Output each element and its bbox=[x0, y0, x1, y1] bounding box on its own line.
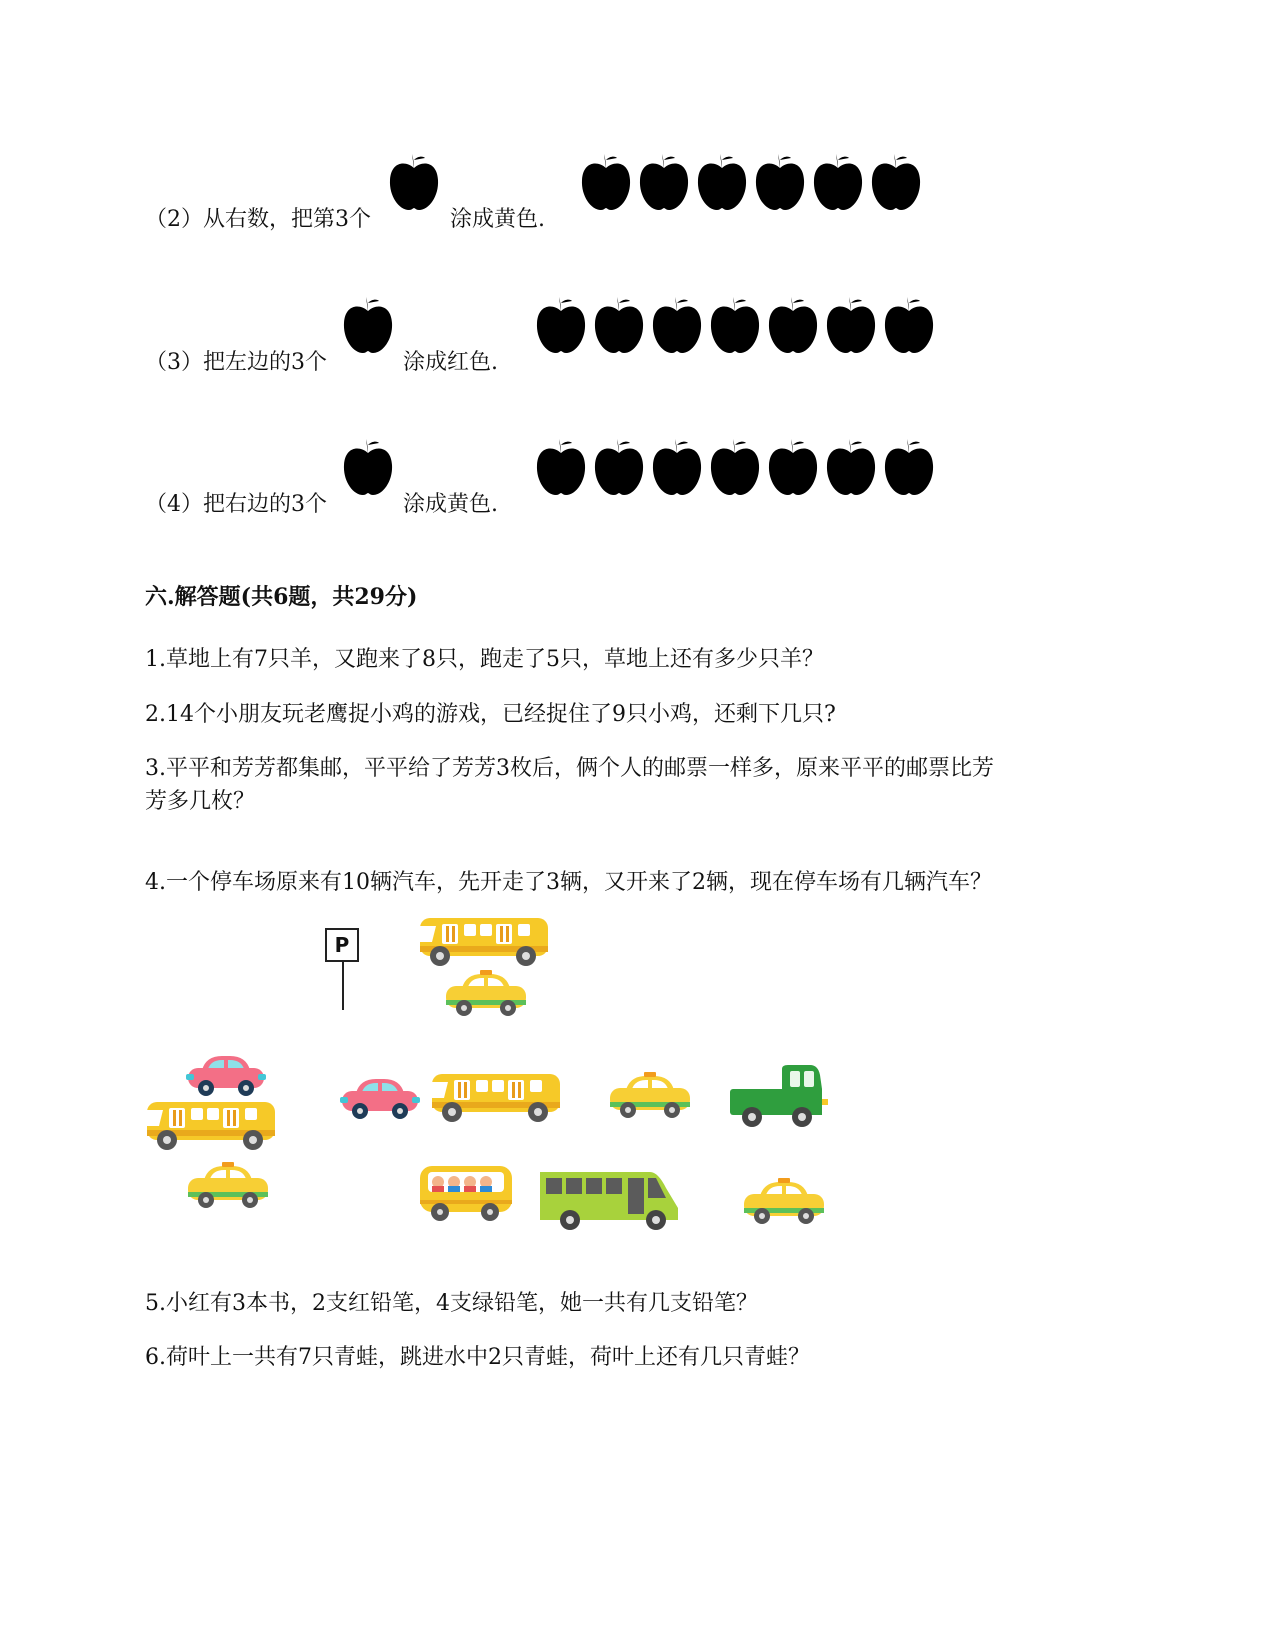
question-5: 5.小红有3本书，2支红铅笔，4支绿铅笔，她一共有几支铅笔？ bbox=[145, 1291, 758, 1316]
apple-icon bbox=[385, 150, 443, 216]
question-4: 4.一个停车场原来有10辆汽车，先开走了3辆，又开来了2辆，现在停车场有几辆汽车？ bbox=[145, 870, 992, 895]
apple-icon[interactable] bbox=[751, 150, 809, 216]
apple-icon[interactable] bbox=[880, 293, 938, 359]
parking-sign-board: P bbox=[325, 928, 359, 962]
school-bus-icon bbox=[418, 1162, 514, 1224]
lime-bus-icon bbox=[538, 1168, 682, 1232]
pink-car-icon bbox=[340, 1075, 420, 1121]
apple-icon[interactable] bbox=[532, 293, 590, 359]
apple-icon[interactable] bbox=[635, 150, 693, 216]
apple-icon bbox=[339, 435, 397, 501]
apple-icon[interactable] bbox=[648, 293, 706, 359]
parking-sign-pole bbox=[342, 962, 344, 1010]
taxi-icon bbox=[444, 970, 528, 1018]
apple-row bbox=[577, 150, 925, 216]
question-text: 涂成黄色. bbox=[403, 492, 498, 517]
pink-car-icon bbox=[186, 1052, 266, 1098]
apple-icon[interactable] bbox=[577, 150, 635, 216]
apple-icon[interactable] bbox=[764, 435, 822, 501]
apple-icon[interactable] bbox=[822, 435, 880, 501]
apple-row bbox=[532, 435, 938, 501]
yellow-bus-icon bbox=[430, 1068, 564, 1124]
taxi-icon bbox=[742, 1178, 826, 1226]
yellow-bus-icon bbox=[418, 912, 552, 968]
coloring-question-2 bbox=[145, 150, 1145, 230]
question-6: 6.荷叶上一共有7只青蛙，跳进水中2只青蛙，荷叶上还有几只青蛙？ bbox=[145, 1345, 810, 1370]
yellow-bus-icon bbox=[145, 1096, 279, 1152]
taxi-icon bbox=[608, 1072, 692, 1120]
apple-icon[interactable] bbox=[532, 435, 590, 501]
question-text: （4）把右边的3个 bbox=[145, 492, 327, 517]
green-truck-icon bbox=[730, 1063, 830, 1129]
question-text: 涂成红色. bbox=[403, 350, 498, 375]
apple-icon[interactable] bbox=[590, 293, 648, 359]
taxi-icon bbox=[186, 1162, 270, 1210]
apple-icon[interactable] bbox=[867, 150, 925, 216]
section-heading: 六.解答题(共6题，共29分) bbox=[145, 584, 418, 610]
apple-icon[interactable] bbox=[648, 435, 706, 501]
parking-sign bbox=[325, 928, 361, 1018]
apple-icon[interactable] bbox=[880, 435, 938, 501]
apple-icon[interactable] bbox=[822, 293, 880, 359]
question-text: （2）从右数，把第3个 bbox=[145, 207, 371, 232]
apple-icon[interactable] bbox=[590, 435, 648, 501]
apple-icon[interactable] bbox=[693, 150, 751, 216]
question-1: 1.草地上有7只羊，又跑来了8只，跑走了5只，草地上还有多少只羊？ bbox=[145, 647, 824, 672]
apple-icon[interactable] bbox=[809, 150, 867, 216]
apple-icon[interactable] bbox=[764, 293, 822, 359]
coloring-question-3 bbox=[145, 293, 1145, 373]
question-text: （3）把左边的3个 bbox=[145, 350, 327, 375]
apple-icon bbox=[339, 293, 397, 359]
apple-icon[interactable] bbox=[706, 293, 764, 359]
question-text: 涂成黄色. bbox=[450, 207, 545, 232]
apple-icon[interactable] bbox=[706, 435, 764, 501]
question-3-line-1: 3.平平和芳芳都集邮，平平给了芳芳3枚后，俩个人的邮票一样多，原来平平的邮票比芳 bbox=[145, 756, 994, 781]
apple-row bbox=[532, 293, 938, 359]
question-2: 2.14个小朋友玩老鹰捉小鸡的游戏，已经捉住了9只小鸡，还剩下几只? bbox=[145, 702, 836, 727]
question-3-line-2: 芳多几枚？ bbox=[145, 789, 256, 814]
coloring-question-4 bbox=[145, 435, 1145, 515]
